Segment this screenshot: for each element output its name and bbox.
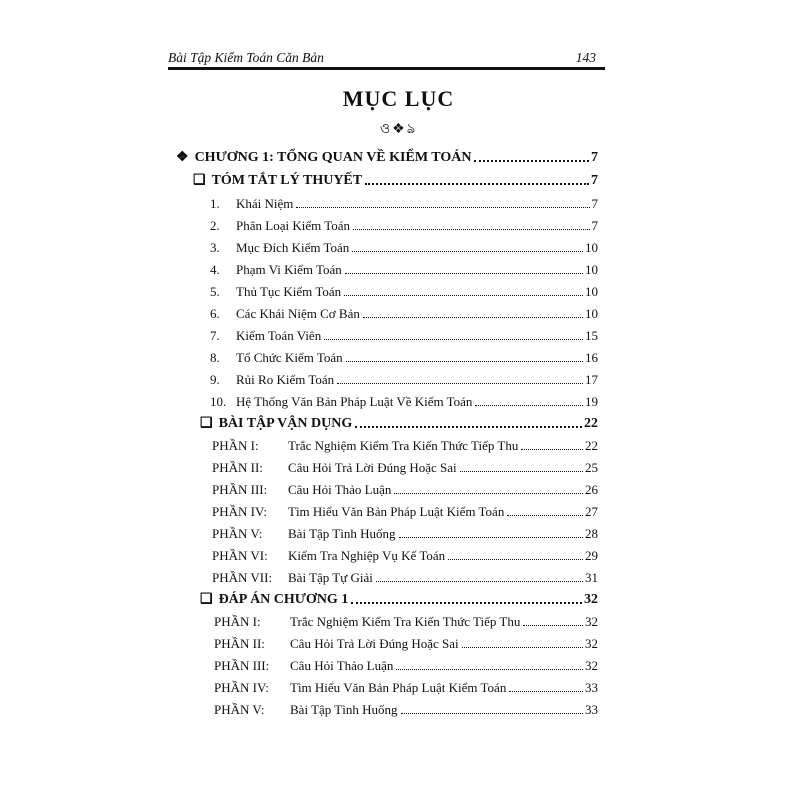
dot-leader xyxy=(345,272,583,274)
item-number: 9. xyxy=(210,372,220,387)
toc-item[interactable] xyxy=(212,454,598,476)
item-title: Phân Loại Kiểm Toán xyxy=(236,218,351,233)
running-header xyxy=(168,46,604,68)
dot-leader xyxy=(460,470,583,472)
item-title: Phạm Vi Kiểm Toán xyxy=(236,262,342,277)
item-title: Kiểm Tra Nghiệp Vụ Kế Toán xyxy=(288,548,446,563)
item-number: 3. xyxy=(210,240,220,255)
section-page: 7 xyxy=(591,173,598,188)
item-page: 10 xyxy=(585,240,598,255)
page-number: 143 xyxy=(575,50,596,65)
item-title: Trắc Nghiệm Kiểm Tra Kiến Thức Tiếp Thu xyxy=(288,438,519,453)
part-label: PHẦN II: xyxy=(214,636,265,651)
part-label: PHẦN IV: xyxy=(212,504,268,519)
item-page: 17 xyxy=(585,372,598,387)
dot-leader xyxy=(396,668,583,670)
section-title: TÓM TẮT LÝ THUYẾT xyxy=(211,173,363,188)
item-title: Thủ Tục Kiểm Toán xyxy=(236,284,342,299)
item-page: 27 xyxy=(585,504,598,519)
toc-section-exercises[interactable] xyxy=(200,410,598,432)
dot-leader xyxy=(509,690,583,692)
section-page: 32 xyxy=(584,592,598,607)
toc-item[interactable] xyxy=(212,476,598,498)
toc-item[interactable] xyxy=(210,256,598,278)
item-title: Bài Tập Tình Huống xyxy=(288,526,396,541)
item-title: Câu Hỏi Trả Lời Đúng Hoặc Sai xyxy=(290,636,459,651)
part-label: PHẦN III: xyxy=(214,658,270,673)
toc-item[interactable] xyxy=(214,630,598,652)
ornament-divider: ও❖ঌ xyxy=(379,122,418,137)
section-title: BÀI TẬP VẬN DỤNG xyxy=(218,416,353,431)
dot-leader xyxy=(344,294,583,296)
item-title: Trắc Nghiệm Kiểm Tra Kiến Thức Tiếp Thu xyxy=(290,614,521,629)
toc-section-answers[interactable] xyxy=(200,586,598,608)
chapter-page: 7 xyxy=(591,150,598,165)
toc-item[interactable] xyxy=(210,388,598,410)
toc-item[interactable] xyxy=(210,212,598,234)
toc-section-theory[interactable] xyxy=(193,167,598,189)
dot-leader xyxy=(353,228,589,230)
item-page: 10 xyxy=(585,262,598,277)
item-page: 33 xyxy=(585,680,598,695)
dot-leader xyxy=(475,404,583,406)
toc-item[interactable] xyxy=(210,344,598,366)
part-label: PHẦN II: xyxy=(212,460,263,475)
item-page: 10 xyxy=(585,306,598,321)
toc-item[interactable] xyxy=(212,520,598,542)
item-number: 10. xyxy=(210,394,227,409)
item-number: 1. xyxy=(210,196,220,211)
item-page: 31 xyxy=(585,570,598,585)
part-label: PHẦN V: xyxy=(214,702,265,717)
item-page: 32 xyxy=(585,658,598,673)
box-bullet-icon: ❑ xyxy=(193,173,206,188)
toc-chapter-1[interactable] xyxy=(176,144,598,166)
item-title: Rủi Ro Kiểm Toán xyxy=(236,372,335,387)
diamond-bullet-icon: ❖ xyxy=(176,150,189,165)
dot-leader xyxy=(401,712,584,714)
header-rule xyxy=(168,67,605,70)
section-page: 22 xyxy=(584,416,598,431)
dot-leader xyxy=(324,338,583,340)
item-title: Tìm Hiểu Văn Bản Pháp Luật Kiểm Toán xyxy=(290,680,507,695)
item-page: 16 xyxy=(585,350,598,365)
dot-leader xyxy=(523,624,583,626)
toc-item[interactable] xyxy=(210,366,598,388)
toc-item[interactable] xyxy=(210,190,598,212)
item-page: 25 xyxy=(585,460,598,475)
dot-leader xyxy=(394,492,583,494)
item-page: 28 xyxy=(585,526,598,541)
item-page: 7 xyxy=(591,218,598,233)
part-label: PHẦN III: xyxy=(212,482,268,497)
toc-item[interactable] xyxy=(212,498,598,520)
dot-leader xyxy=(355,425,582,428)
part-label: PHẦN IV: xyxy=(214,680,270,695)
part-label: PHẦN VI: xyxy=(212,548,268,563)
toc-item[interactable] xyxy=(212,542,598,564)
toc-item[interactable] xyxy=(214,652,598,674)
toc-item[interactable] xyxy=(214,696,598,718)
item-number: 4. xyxy=(210,262,220,277)
book-title: Bài Tập Kiểm Toán Căn Bản xyxy=(168,50,324,65)
dot-leader xyxy=(448,558,583,560)
dot-leader xyxy=(365,182,589,185)
item-title: Các Khái Niệm Cơ Bản xyxy=(236,306,360,321)
item-number: 2. xyxy=(210,218,220,233)
toc-item[interactable] xyxy=(214,674,598,696)
item-title: Mục Đích Kiểm Toán xyxy=(236,240,350,255)
item-title: Kiểm Toán Viên xyxy=(236,328,322,343)
item-title: Hệ Thống Văn Bản Pháp Luật Về Kiểm Toán xyxy=(236,394,473,409)
item-page: 32 xyxy=(585,614,598,629)
chapter-title: CHƯƠNG 1: TỔNG QUAN VỀ KIỂM TOÁN xyxy=(194,150,472,165)
dot-leader xyxy=(399,536,584,538)
dot-leader xyxy=(474,159,589,162)
item-title: Câu Hỏi Thảo Luận xyxy=(290,658,394,673)
section-title: ĐÁP ÁN CHƯƠNG 1 xyxy=(218,592,349,607)
part-label: PHẦN V: xyxy=(212,526,263,541)
dot-leader xyxy=(521,448,583,450)
toc-item[interactable] xyxy=(212,432,598,454)
dot-leader xyxy=(337,382,583,384)
item-page: 26 xyxy=(585,482,598,497)
box-bullet-icon: ❑ xyxy=(200,592,213,607)
dot-leader xyxy=(462,646,583,648)
dot-leader xyxy=(363,316,583,318)
item-title: Bài Tập Tự Giải xyxy=(288,570,373,585)
item-page: 10 xyxy=(585,284,598,299)
part-label: PHẦN I: xyxy=(214,614,261,629)
item-page: 29 xyxy=(585,548,598,563)
dot-leader xyxy=(346,360,583,362)
item-page: 15 xyxy=(585,328,598,343)
dot-leader xyxy=(507,514,583,516)
item-title: Câu Hỏi Trả Lời Đúng Hoặc Sai xyxy=(288,460,457,475)
item-number: 7. xyxy=(210,328,220,343)
box-bullet-icon: ❑ xyxy=(200,416,213,431)
item-title: Câu Hỏi Thảo Luận xyxy=(288,482,392,497)
dot-leader xyxy=(352,250,583,252)
dot-leader xyxy=(351,601,582,604)
item-page: 22 xyxy=(585,438,598,453)
dot-leader xyxy=(296,206,589,208)
toc-item[interactable] xyxy=(210,278,598,300)
part-label: PHẦN VII: xyxy=(212,570,273,585)
item-title: Bài Tập Tình Huống xyxy=(290,702,398,717)
item-page: 32 xyxy=(585,636,598,651)
toc-item[interactable] xyxy=(210,322,598,344)
item-number: 8. xyxy=(210,350,220,365)
dot-leader xyxy=(376,580,583,582)
part-label: PHẦN I: xyxy=(212,438,259,453)
item-page: 33 xyxy=(585,702,598,717)
item-title: Tìm Hiểu Văn Bản Pháp Luật Kiểm Toán xyxy=(288,504,505,519)
item-number: 5. xyxy=(210,284,220,299)
item-title: Khái Niệm xyxy=(236,196,294,211)
item-number: 6. xyxy=(210,306,220,321)
toc-item[interactable] xyxy=(214,608,598,630)
toc-item[interactable] xyxy=(210,300,598,322)
item-title: Tổ Chức Kiểm Toán xyxy=(236,350,343,365)
toc-item[interactable] xyxy=(210,234,598,256)
item-page: 7 xyxy=(591,196,598,211)
toc-title: MỤC LỤC xyxy=(342,86,455,111)
toc-item[interactable] xyxy=(212,564,598,586)
item-page: 19 xyxy=(585,394,598,409)
